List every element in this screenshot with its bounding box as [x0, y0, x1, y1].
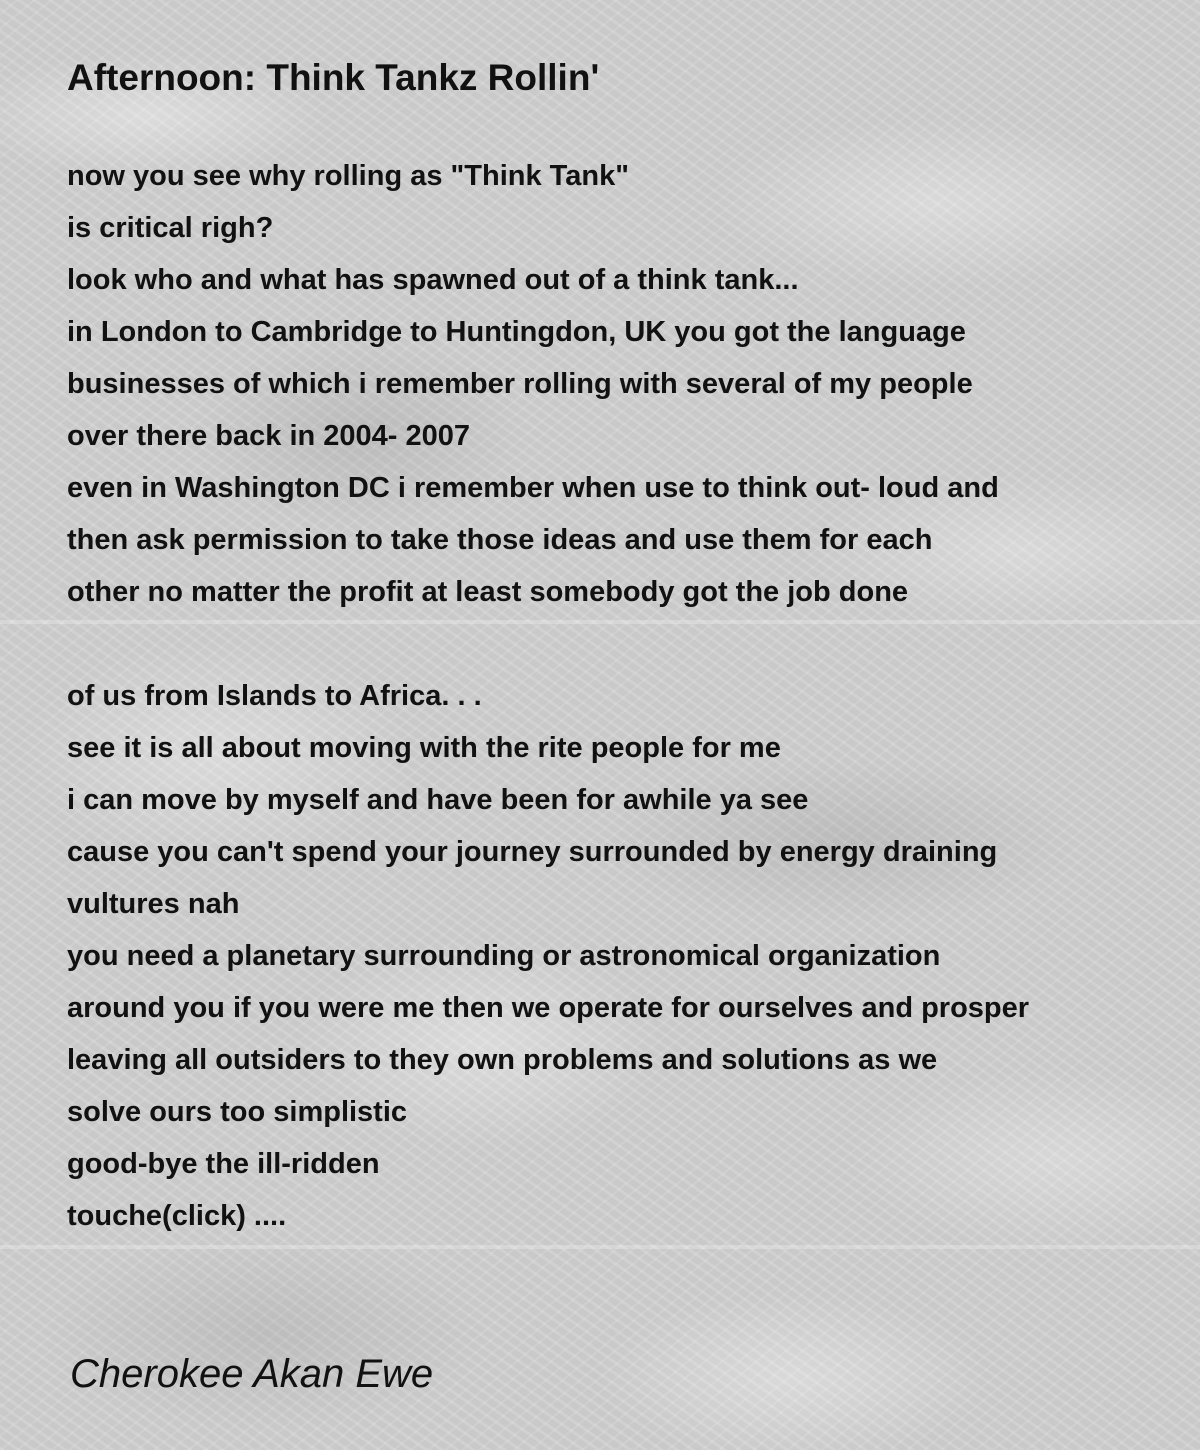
poem-line: solve ours too simplistic — [67, 1096, 408, 1128]
poem-line: over there back in 2004- 2007 — [67, 420, 471, 452]
poem-line: now you see why rolling as "Think Tank" — [67, 160, 629, 192]
poem-line: vultures nah — [67, 888, 240, 920]
poem-line: i can move by myself and have been for awhile ya see — [67, 784, 809, 816]
poem-line: then ask permission to take those ideas and use them for each — [67, 524, 933, 556]
poem-line: of us from Islands to Africa. . . — [67, 680, 482, 712]
poem-body — [67, 150, 1177, 1242]
poem-line: see it is all about moving with the rite people for me — [67, 732, 781, 764]
poem-author: Cherokee Akan Ewe — [70, 1352, 434, 1396]
poem-line: around you if you were me then we operate for ourselves and prosper — [67, 992, 1030, 1024]
poem-line: is critical righ? — [67, 212, 274, 244]
poem-line: cause you can't spend your journey surrounded by energy draining — [67, 836, 998, 868]
poem-line: businesses of which i remember rolling with several of my people — [67, 368, 973, 400]
poem-stanza-1 — [67, 150, 1177, 618]
poem-line: you need a planetary surrounding or astronomical organization — [67, 940, 941, 972]
poem-line: in London to Cambridge to Huntingdon, UK you got the language — [67, 316, 966, 348]
poem-line: leaving all outsiders to they own problems and solutions as we — [67, 1044, 938, 1076]
poem-title: Afternoon: Think Tankz Rollin' — [67, 57, 600, 98]
poem-line: even in Washington DC i remember when use to think out- loud and — [67, 472, 999, 504]
background-texture-seam — [0, 1245, 1200, 1249]
poem-line: look who and what has spawned out of a think tank... — [67, 264, 799, 296]
poem-line: other no matter the profit at least somebody got the job done — [67, 576, 909, 608]
poem-line: touche(click) .... — [67, 1200, 287, 1232]
poem-stanza-2 — [67, 670, 1177, 1242]
poem-line: good-bye the ill-ridden — [67, 1148, 380, 1180]
